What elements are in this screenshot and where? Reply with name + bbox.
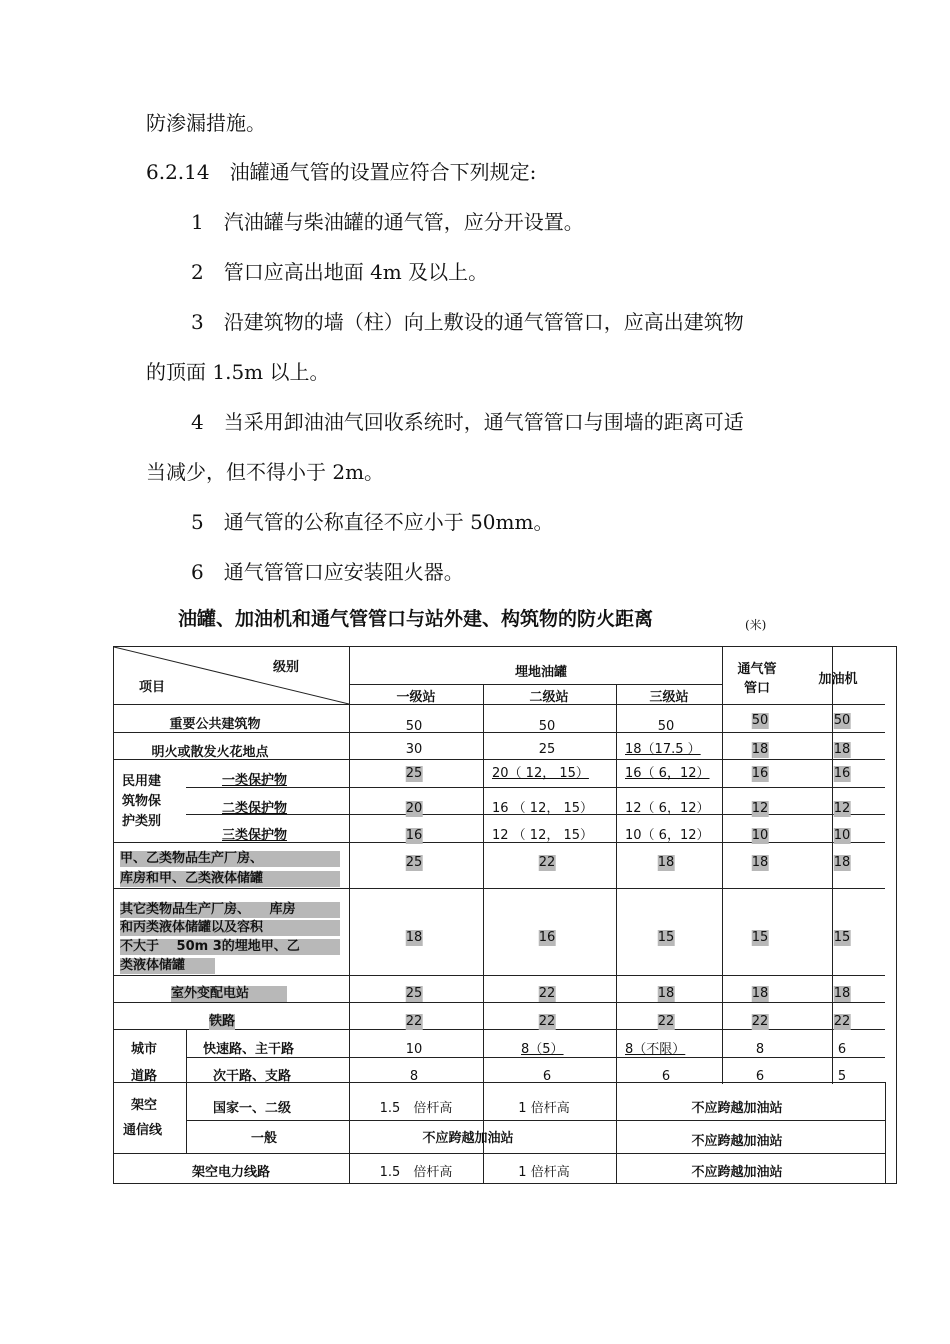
table-cell: 不应跨越加油站 — [691, 1134, 783, 1149]
table-cell: 12 （ 12， 15） — [492, 828, 594, 843]
table-cell: 50 — [405, 719, 423, 734]
divider — [113, 1153, 886, 1154]
table-cell: 18 — [657, 855, 675, 870]
paragraph-10: 6 通气管管口应安装阻火器。 — [191, 560, 464, 584]
table-cell: 8（不限） — [625, 1042, 686, 1057]
table-cell: 10 — [751, 828, 769, 843]
row-label-substation: 室外变配电站 — [171, 986, 287, 1002]
table-cell: 8 — [755, 1042, 765, 1057]
table-cell: 18 — [405, 930, 423, 945]
table-cell: 16 — [405, 828, 423, 843]
paragraph-7: 4 当采用卸油油气回收系统时，通气管管口与围墙的距离可适 — [191, 410, 744, 434]
header-grade: 级别 — [273, 660, 300, 675]
table-cell: 22 — [405, 1014, 423, 1029]
table-cell: 18（17.5 ） — [625, 742, 701, 757]
table-cell: 8 — [409, 1069, 419, 1084]
table-border — [113, 1183, 897, 1184]
table-cell: 16 （ 12， 15） — [492, 801, 594, 816]
table-cell: 12 — [833, 801, 851, 816]
row-group-civil-1: 民用建 — [122, 774, 162, 789]
table-cell: 50 — [751, 713, 769, 728]
table-cell: 25 — [405, 855, 423, 870]
table-cell: 16 — [538, 930, 556, 945]
paragraph-9: 5 通气管的公称直径不应小于 50mm。 — [191, 510, 554, 534]
table-cell: 10 — [405, 1042, 423, 1057]
table-cell: 16 — [833, 766, 851, 781]
paragraph-4: 2 管口应高出地面 4m 及以上。 — [191, 260, 489, 284]
table-cell: 10 — [833, 828, 851, 843]
paragraph-5: 3 沿建筑物的墙（柱）向上敷设的通气管管口，应高出建筑物 — [191, 310, 744, 334]
table-border — [896, 646, 897, 1184]
table-cell: 1 倍杆高 — [518, 1165, 570, 1180]
table-cell: 15 — [657, 930, 675, 945]
fire-distance-table — [113, 646, 897, 1184]
table-cell: 6 — [661, 1069, 671, 1084]
row-label-national: 国家一、二级 — [213, 1101, 292, 1116]
table-cell: 不应跨越加油站 — [691, 1165, 783, 1180]
table-cell: 12（ 6，12） — [625, 801, 710, 816]
table-cell: 18 — [751, 986, 769, 1001]
row-label-class-ab-2: 库房和甲、乙类液体储罐 — [120, 871, 340, 887]
table-cell: 1 倍杆高 — [518, 1101, 570, 1116]
row-group-comm-1: 架空 — [131, 1098, 158, 1113]
table-cell: 22 — [657, 1014, 675, 1029]
table-cell: 18 — [833, 855, 851, 870]
row-label-other-2: 和丙类液体储罐以及容积 — [120, 920, 340, 936]
table-cell: 30 — [405, 742, 423, 757]
table-cell: 25 — [405, 986, 423, 1001]
table-cell: 18 — [657, 986, 675, 1001]
table-cell: 20 — [405, 801, 423, 816]
table-cell: 20（ 12， 15） — [492, 766, 589, 781]
divider — [722, 646, 723, 1084]
divider — [483, 684, 484, 1082]
table-cell: 22 — [538, 986, 556, 1001]
table-title: 油罐、加油机和通气管管口与站外建、构筑物的防火距离 — [178, 608, 654, 630]
table-cell: 6 — [837, 1042, 847, 1057]
row-label-class3: 三类保护物 — [222, 828, 288, 843]
divider — [349, 646, 350, 1184]
table-border — [113, 646, 114, 1184]
row-label-other-4: 类液体储罐 — [120, 958, 215, 974]
table-cell: 5 — [837, 1069, 847, 1084]
table-cell: 不应跨越加油站 — [691, 1101, 783, 1116]
divider — [113, 975, 885, 976]
row-group-road-2: 道路 — [131, 1069, 158, 1084]
row-label-class2: 二类保护物 — [222, 801, 288, 816]
row-label-important-public: 重要公共建筑物 — [169, 717, 261, 732]
paragraph-3: 1 汽油罐与柴油罐的通气管，应分开设置。 — [191, 210, 584, 234]
table-cell: 不应跨越加油站 — [422, 1131, 514, 1146]
row-group-civil-3: 护类别 — [122, 814, 162, 829]
table-cell: 18 — [833, 742, 851, 757]
table-cell: 50 — [657, 719, 675, 734]
row-label-class1: 一类保护物 — [222, 773, 288, 788]
row-label-general: 一般 — [251, 1131, 278, 1146]
table-cell: 18 — [751, 742, 769, 757]
header-item: 项目 — [139, 680, 166, 695]
table-cell: 25 — [405, 766, 423, 781]
table-cell: 6 — [755, 1069, 765, 1084]
table-cell: 15 — [833, 930, 851, 945]
table-cell: 1.5 倍杆高 — [379, 1101, 453, 1116]
header-level1: 一级站 — [396, 690, 436, 705]
header-level2: 二级站 — [529, 690, 569, 705]
row-label-railway: 铁路 — [209, 1014, 236, 1029]
row-group-civil-2: 筑物保 — [122, 794, 162, 809]
row-label-class-ab-1: 甲、乙类物品生产厂房、 — [120, 851, 340, 867]
table-cell: 50 — [538, 719, 556, 734]
table-cell: 50 — [833, 713, 851, 728]
table-unit: (米) — [745, 618, 767, 632]
paragraph-2: 6.2.14 油罐通气管的设置应符合下列规定: — [146, 160, 537, 184]
divider — [349, 684, 722, 685]
table-cell: 25 — [538, 742, 556, 757]
divider — [113, 888, 885, 889]
row-label-secondary-road: 次干路、支路 — [213, 1069, 292, 1084]
table-cell: 18 — [751, 855, 769, 870]
row-group-road-1: 城市 — [131, 1042, 158, 1057]
row-label-power-line: 架空电力线路 — [191, 1165, 271, 1180]
table-cell: 22 — [538, 1014, 556, 1029]
row-label-open-flame: 明火或散发火花地点 — [151, 745, 269, 760]
header-level3: 三级站 — [649, 690, 689, 705]
row-label-other-1: 其它类物品生产厂房、 库房 — [120, 902, 340, 918]
table-cell: 1.5 倍杆高 — [379, 1165, 453, 1180]
table-cell: 16 — [751, 766, 769, 781]
divider — [186, 787, 885, 788]
header-vent: 通气管 — [737, 662, 777, 677]
divider — [113, 1002, 885, 1003]
paragraph-8: 当减少，但不得小于 2m。 — [146, 460, 385, 484]
table-cell: 18 — [833, 986, 851, 1001]
divider — [885, 1082, 886, 1184]
table-cell: 15 — [751, 930, 769, 945]
table-cell: 8（5） — [521, 1042, 564, 1057]
table-cell: 22 — [751, 1014, 769, 1029]
row-group-comm-2: 通信线 — [123, 1123, 163, 1138]
table-cell: 22 — [833, 1014, 851, 1029]
header-dispenser: 加油机 — [818, 672, 858, 687]
header-vent-2: 管口 — [743, 681, 771, 696]
divider — [186, 1029, 187, 1153]
header-diagonal — [113, 646, 349, 705]
table-cell: 12 — [751, 801, 769, 816]
row-label-other-3: 不大于 50m 3的埋地甲、乙 — [120, 939, 340, 955]
paragraph-1: 防渗漏措施。 — [146, 111, 266, 135]
table-cell: 16（ 6，12） — [625, 766, 710, 781]
paragraph-6: 的顶面 1.5m 以上。 — [146, 360, 330, 384]
table-cell: 10（ 6，12） — [625, 828, 710, 843]
divider — [186, 1120, 886, 1121]
row-label-expressway: 快速路、主干路 — [203, 1042, 295, 1057]
table-cell: 22 — [538, 855, 556, 870]
header-buried-tank: 埋地油罐 — [514, 665, 568, 680]
table-cell: 6 — [542, 1069, 552, 1084]
